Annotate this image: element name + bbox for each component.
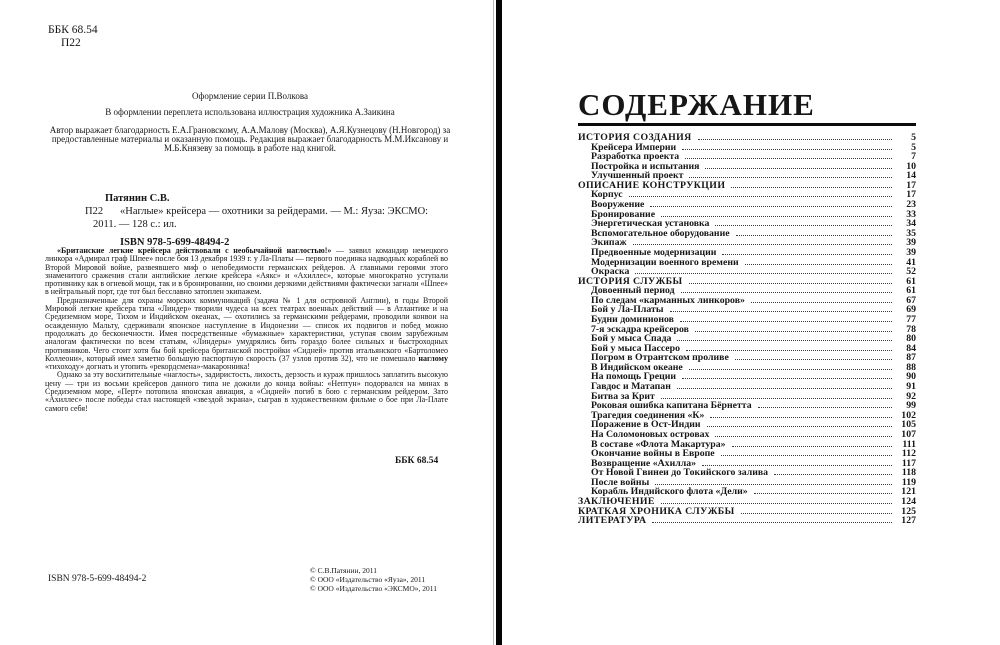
toc-entry-label: КРАТКАЯ ХРОНИКА СЛУЖБЫ bbox=[578, 505, 735, 517]
toc-row bbox=[578, 266, 916, 276]
toc-dot-leader bbox=[731, 187, 892, 188]
bbk-code: ББК 68.54 bbox=[48, 24, 98, 36]
toc-entry-label: От Новой Гвинеи до Токийского залива bbox=[591, 467, 769, 479]
toc-page-number: 77 bbox=[906, 313, 916, 325]
toc-entry-label: На помощь Греции bbox=[591, 371, 677, 383]
toc-entry-label: После войны bbox=[591, 476, 650, 488]
toc-entry-label: Бой у мыса Спада bbox=[591, 333, 672, 345]
toc-dot-leader bbox=[661, 216, 892, 217]
catalog-entry bbox=[85, 205, 451, 231]
copyright-line: © ООО «Издательство «ЭКСМО», 2011 bbox=[310, 583, 437, 593]
annotation-run: «тихоходу» догнать и утопить «рекордсмена»-макаронника! bbox=[45, 362, 250, 372]
toc-entry-label: Погром в Отрантском проливе bbox=[591, 352, 729, 364]
toc-dot-leader bbox=[629, 196, 892, 197]
toc-dot-leader bbox=[661, 398, 892, 399]
toc-page-number: 111 bbox=[902, 438, 916, 450]
toc-dot-leader bbox=[677, 340, 892, 341]
annotation-run: Предназначенные для охраны морских коммуникаций (задача № 1 для островной Англии), в годы Второй Мировой легкие крейсера типа «Линдер» творили чудеса на всех театрах военных действий — в Атлантике и на Средиземном море, Тихом и Индийском океанах, — охотились за германскими рейдерами, проводили конвои на осажденную Мальту, сдерживали японское наступление в Индонезии — список их подвигов и побед можно продолжать до бесконечности. Имея посредственные «бумажные» характеристики, уступая своим зарубежным аналогам фактически по всем статьям, «Линдеры» умудрялись бить гораздо более сильных и быстроходных противников. Чего стоит хотя бы бой крейсера британской постройки «Сидней» против итальянского «Бартоломео Коллеони», который имел заметно большую паспортную скорость (37 узлов против 32), что не помешало bbox=[45, 295, 448, 363]
toc-title-rule bbox=[578, 123, 916, 126]
toc-row bbox=[578, 247, 916, 257]
toc-page-number: 5 bbox=[911, 141, 916, 153]
toc-row bbox=[578, 515, 916, 525]
bbk-classification-block bbox=[48, 24, 98, 50]
toc-row bbox=[578, 467, 916, 477]
toc-page-number: 52 bbox=[906, 266, 916, 278]
toc-row bbox=[578, 333, 916, 343]
toc-dot-leader bbox=[745, 264, 892, 265]
toc-page-number: 91 bbox=[906, 381, 916, 393]
toc-row bbox=[578, 218, 916, 228]
toc-row bbox=[578, 371, 916, 381]
toc-dot-leader bbox=[721, 455, 892, 456]
toc-row bbox=[578, 170, 916, 180]
toc-page-number: 7 bbox=[911, 151, 916, 163]
toc-row bbox=[578, 419, 916, 429]
toc-page-number: 61 bbox=[906, 285, 916, 297]
toc-dot-leader bbox=[735, 359, 892, 360]
toc-row bbox=[578, 189, 916, 199]
toc-page-number: 17 bbox=[906, 179, 916, 191]
toc-dot-leader bbox=[689, 369, 892, 370]
toc-row bbox=[578, 324, 916, 334]
toc-row bbox=[578, 362, 916, 372]
toc-page-number: 69 bbox=[906, 304, 916, 316]
toc-entry-label: Экипаж bbox=[591, 237, 627, 249]
toc-entry-label: Улучшенный проект bbox=[591, 170, 684, 182]
toc-row bbox=[578, 477, 916, 487]
toc-row bbox=[578, 343, 916, 353]
toc-entry-label: Бой у мыса Пассеро bbox=[591, 342, 680, 354]
toc-entry-label: В составе «Флота Макартура» bbox=[591, 438, 726, 450]
toc-dot-leader bbox=[682, 149, 892, 150]
toc-row bbox=[578, 161, 916, 171]
annotation-text bbox=[45, 247, 448, 413]
toc-entry-label: Корпус bbox=[591, 189, 623, 201]
toc-title: СОДЕРЖАНИЕ bbox=[578, 87, 815, 122]
catalog-code: П22 bbox=[85, 206, 104, 217]
toc-dot-leader bbox=[702, 465, 892, 466]
toc-dot-leader bbox=[655, 484, 892, 485]
toc-entry-label: Трагедия соединения «К» bbox=[591, 409, 705, 421]
toc-entry-label: Довоенный период bbox=[591, 285, 675, 297]
toc-page-number: 117 bbox=[901, 457, 916, 469]
toc-page-number: 39 bbox=[906, 237, 916, 249]
toc-row bbox=[578, 228, 916, 238]
toc-dot-leader bbox=[705, 168, 892, 169]
toc-dot-leader bbox=[732, 446, 892, 447]
toc-page-number: 90 bbox=[906, 371, 916, 383]
toc-row bbox=[578, 496, 916, 506]
isbn-number: ISBN 978-5-699-48494-2 bbox=[120, 237, 230, 248]
toc-entry-label: Крейсера Империи bbox=[591, 141, 677, 153]
toc-row bbox=[578, 448, 916, 458]
toc-entry-label: 7-я эскадра крейсеров bbox=[591, 323, 689, 335]
toc-row bbox=[578, 151, 916, 161]
toc-row bbox=[578, 391, 916, 401]
gutter-shadow-line bbox=[493, 0, 494, 645]
copyright-line: © С.В.Патянин, 2011 bbox=[310, 566, 378, 575]
toc-page-number: 112 bbox=[901, 448, 916, 460]
toc-row bbox=[578, 458, 916, 468]
toc-list bbox=[578, 132, 916, 525]
toc-dot-leader bbox=[710, 417, 892, 418]
toc-dot-leader bbox=[681, 292, 892, 293]
toc-dot-leader bbox=[689, 177, 892, 178]
toc-entry-label: Гавдос и Матапан bbox=[591, 381, 671, 393]
toc-row bbox=[578, 180, 916, 190]
toc-row bbox=[578, 276, 916, 286]
annotation-paragraph bbox=[45, 247, 448, 297]
toc-row bbox=[578, 304, 916, 314]
toc-dot-leader bbox=[715, 436, 892, 437]
toc-dot-leader bbox=[695, 331, 892, 332]
toc-entry-label: Будни доминионов bbox=[591, 313, 674, 325]
isbn-footer: ISBN 978-5-699-48494-2 bbox=[48, 574, 147, 584]
toc-dot-leader bbox=[661, 503, 892, 504]
toc-entry-label: Постройка и испытания bbox=[591, 160, 700, 172]
toc-dot-leader bbox=[707, 426, 892, 427]
toc-row bbox=[578, 506, 916, 516]
toc-dot-leader bbox=[736, 235, 892, 236]
toc-dot-leader bbox=[754, 493, 892, 494]
toc-row bbox=[578, 429, 916, 439]
toc-entry-label: Разработка проекта bbox=[591, 151, 680, 163]
toc-dot-leader bbox=[680, 321, 892, 322]
toc-row bbox=[578, 209, 916, 219]
toc-row bbox=[578, 486, 916, 496]
toc-page-number: 33 bbox=[906, 208, 916, 220]
toc-row bbox=[578, 257, 916, 267]
annotation-run: Однако за эту восхитительные «наглость», задиристость, лихость, дерзость и кураж пришлось заплатить высокую цену — три из восьми крейсеров данного типа не дожили до конца войны: «Нептун» подорвался на минах в Средиземном море, «Перт» потопила японская авиация, а «Сидней» погиб в бою с германским рейдером. Зато «Ахиллес» после победы стал настоящей «звездой экрана», сыграв в художественном фильме о бое при Ла-Плате самого себя! bbox=[45, 370, 448, 413]
bibliographic-description: «Наглые» крейсера — охотники за рейдерами. — М.: Яуза: ЭКСМО: 2011. — 128 с.: ил. bbox=[93, 206, 429, 230]
toc-row bbox=[578, 439, 916, 449]
author-name: Патянин С.В. bbox=[105, 193, 170, 204]
toc-entry-label: Предвоенные модернизации bbox=[591, 246, 717, 258]
toc-page-number: 5 bbox=[911, 132, 916, 143]
toc-row bbox=[578, 352, 916, 362]
credit-line: Оформление серии П.Волкова bbox=[192, 91, 308, 101]
toc-row bbox=[578, 285, 916, 295]
toc-page-number: 92 bbox=[906, 390, 916, 402]
toc-dot-leader bbox=[698, 139, 892, 140]
toc-page-number: 35 bbox=[906, 227, 916, 239]
credit-line: В оформлении переплета использована иллюстрация художника А.Заикина bbox=[105, 107, 395, 117]
toc-entry-label: ЛИТЕРАТУРА bbox=[578, 515, 647, 527]
toc-page-number: 84 bbox=[906, 342, 916, 354]
annotation-bold-text: «Британские легкие крейсера действовали с необычайной наглостью!» bbox=[57, 246, 332, 255]
toc-page-number: 125 bbox=[901, 505, 916, 517]
toc-page-number: 39 bbox=[906, 246, 916, 258]
toc-page-number: 88 bbox=[906, 361, 916, 373]
credit-line: Автор выражает благодарность Е.А.Грановскому, А.А.Малову (Москва), А.Я.Кузнецову (Н.Новгород) за предоставленные материалы и оказанную помощь. Редакция выражает благодарность М.М.Иксанову и М.Б.Князеву за помощь в работе над книгой. bbox=[49, 125, 451, 153]
toc-page-number: 14 bbox=[906, 170, 916, 182]
credits-block bbox=[38, 92, 462, 160]
toc-page-number: 99 bbox=[906, 400, 916, 412]
toc-row bbox=[578, 132, 916, 142]
toc-entry-label: Бронирование bbox=[591, 208, 656, 220]
copyright-block bbox=[310, 567, 437, 593]
toc-entry-label: Поражение в Ост-Индии bbox=[591, 419, 701, 431]
toc-dot-leader bbox=[751, 302, 892, 303]
toc-page-number: 107 bbox=[901, 428, 916, 440]
toc-entry-label: На Соломоновых островах bbox=[591, 428, 710, 440]
bbk-code-bottom: ББК 68.54 bbox=[395, 456, 439, 466]
toc-row bbox=[578, 400, 916, 410]
toc-entry-label: По следам «карманных линкоров» bbox=[591, 294, 745, 306]
toc-entry-label: Битва за Крит bbox=[591, 390, 655, 402]
toc-dot-leader bbox=[670, 311, 892, 312]
toc-row bbox=[578, 142, 916, 152]
toc-dot-leader bbox=[758, 407, 892, 408]
toc-entry-label: ИСТОРИЯ СЛУЖБЫ bbox=[578, 275, 683, 287]
toc-dot-leader bbox=[686, 350, 892, 351]
toc-entry-label: Вооружение bbox=[591, 199, 645, 211]
annotation-paragraph bbox=[45, 371, 448, 412]
toc-entry-label: Окраска bbox=[591, 266, 630, 278]
toc-entry-label: Бой у Ла-Платы bbox=[591, 304, 664, 316]
toc-entry-label: Модернизации военного времени bbox=[591, 256, 739, 268]
toc-page-number: 87 bbox=[906, 352, 916, 364]
toc-page-number: 102 bbox=[901, 409, 916, 421]
toc-entry-label: ОПИСАНИЕ КОНСТРУКЦИИ bbox=[578, 179, 726, 191]
toc-page-number: 80 bbox=[906, 333, 916, 345]
toc-dot-leader bbox=[715, 225, 892, 226]
toc-page-number: 34 bbox=[906, 218, 916, 230]
toc-entry-label: Окончание войны в Европе bbox=[591, 448, 715, 460]
toc-entry-label: Возвращение «Ахилла» bbox=[591, 457, 697, 469]
toc-row bbox=[578, 295, 916, 305]
toc-page-number: 10 bbox=[906, 160, 916, 172]
toc-entry-label: Энергетическая установка bbox=[591, 218, 710, 230]
toc-row bbox=[578, 199, 916, 209]
toc-dot-leader bbox=[741, 513, 892, 514]
toc-dot-leader bbox=[635, 273, 892, 274]
copyright-line: © ООО «Издательство «Яуза», 2011 bbox=[310, 574, 426, 584]
toc-page-number: 17 bbox=[906, 189, 916, 201]
toc-entry-label: ИСТОРИЯ СОЗДАНИЯ bbox=[578, 132, 692, 143]
toc-dot-leader bbox=[677, 388, 892, 389]
book-gutter bbox=[496, 0, 502, 645]
toc-page-number: 61 bbox=[906, 275, 916, 287]
toc-dot-leader bbox=[689, 283, 892, 284]
toc-page-number: 121 bbox=[901, 486, 916, 498]
toc-page-number: 105 bbox=[901, 419, 916, 431]
annotation-bold-text: наглому bbox=[418, 353, 448, 363]
toc-entry-label: ЗАКЛЮЧЕНИЕ bbox=[578, 495, 655, 507]
toc-entry-label: Корабль Индийского флота «Дели» bbox=[591, 486, 748, 498]
toc-page-number: 127 bbox=[901, 515, 916, 527]
toc-page-number: 119 bbox=[901, 476, 916, 488]
toc-page-number: 124 bbox=[901, 495, 916, 507]
toc-page-number: 78 bbox=[906, 323, 916, 335]
toc-dot-leader bbox=[722, 254, 892, 255]
bbk-author-sign: П22 bbox=[61, 37, 81, 49]
bibliographic-entry bbox=[85, 192, 451, 249]
annotation-run: — заявил командир немецкого линкора «Адмирал граф Шпее» после боя 13 декабря 1939 г. у Ла-Платы — первого поединка надводных кораблей во Второй Мировой войне, развеявшего миф о непобедимости германских рейдеров. А главными героями этого знаменитого сражения стали английские легкие крейсера «Аякс» и «Ахиллес», которые многократно уступали противнику как в огневой мощи, так и в бронировании, но своими дерзкими действиями фактически загнали «Шпее» в нейтральный порт, где тот был бесславно затоплен экипажем. bbox=[45, 246, 448, 297]
toc-dot-leader bbox=[774, 474, 892, 475]
toc-page-number: 23 bbox=[906, 199, 916, 211]
toc-dot-leader bbox=[650, 206, 892, 207]
toc-row bbox=[578, 381, 916, 391]
toc-entry-label: Вспомогательное оборудование bbox=[591, 227, 730, 239]
table-of-contents bbox=[578, 88, 916, 525]
toc-dot-leader bbox=[685, 158, 892, 159]
toc-page-number: 67 bbox=[906, 294, 916, 306]
toc-entry-label: Роковая ошибка капитана Бёрнетта bbox=[591, 400, 752, 412]
toc-row bbox=[578, 314, 916, 324]
toc-dot-leader bbox=[633, 244, 892, 245]
toc-entry-label: В Индийском океане bbox=[591, 361, 683, 373]
toc-page-number: 41 bbox=[906, 256, 916, 268]
toc-row bbox=[578, 410, 916, 420]
toc-dot-leader bbox=[652, 522, 892, 523]
annotation-paragraph bbox=[45, 297, 448, 372]
toc-dot-leader bbox=[682, 378, 892, 379]
toc-row bbox=[578, 237, 916, 247]
toc-page-number: 118 bbox=[901, 467, 916, 479]
